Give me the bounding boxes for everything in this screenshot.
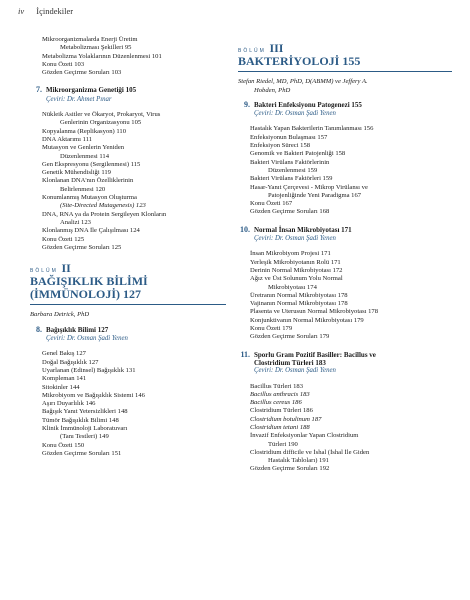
toc-entry[interactable]: Konu Özeti 167 [250, 200, 293, 208]
toc-entry[interactable]: Gözden Geçirme Soruları 125 [42, 243, 122, 251]
toc-entry[interactable]: (Tanı Testleri) 149 [60, 433, 109, 441]
toc-entry[interactable]: Belirlenmesi 120 [60, 185, 106, 193]
chapter-translator: Çeviri: Dr. Osman Şadi Yenen [254, 235, 336, 243]
toc-entry[interactable]: Ağız ve Üst Solunum Yolu Normal [250, 275, 343, 283]
chapter-number: 9. [244, 99, 250, 109]
chapter-number: 10. [240, 224, 250, 234]
right-column [238, 42, 452, 474]
part-author-line: Stefan Riedel, MD, PhD, D(ABMM) ve Jeffery A. [238, 78, 368, 86]
chapter-8-heading [30, 326, 226, 344]
toc-entry[interactable]: Bacillus Türleri 183 [250, 382, 303, 390]
chapter-7-heading [30, 86, 226, 104]
toc-entry[interactable]: Genomik ve Bakteri Patojenliği 158 [250, 150, 346, 158]
toc-entry[interactable]: Hastalık Tabloları) 191 [268, 457, 329, 465]
toc-entry[interactable]: Analizi 123 [60, 218, 91, 226]
toc-entry[interactable]: Yerleşik Mikrobiyotanın Rolü 171 [250, 258, 341, 266]
toc-entry[interactable]: Enfeksiyonun Bulaşması 157 [250, 133, 328, 141]
part-roman-numeral: III [269, 41, 284, 55]
left-column [30, 36, 226, 458]
chapter-number: 11. [240, 349, 250, 359]
toc-entry[interactable]: Kompleman 141 [42, 375, 87, 383]
page-header [18, 6, 73, 16]
toc-entry[interactable]: Klonlanan DNA'nın Özelliklerinin [42, 177, 134, 185]
toc-entry[interactable]: Konu Özeti 179 [250, 325, 293, 333]
toc-entry[interactable]: Enfeksiyon Süreci 158 [250, 142, 311, 150]
toc-entry[interactable]: Bacillus cereus 186 [250, 399, 302, 407]
part-title-cont[interactable]: (İMMÜNOLOJİ) 127 [30, 287, 141, 302]
part-label: BÖLÜM [238, 48, 266, 54]
chapter-10-entries [238, 250, 452, 341]
intro-entries [30, 36, 226, 77]
toc-entry[interactable]: Plasenta ve Uterusun Normal Mikrobiyotası 178 [250, 308, 379, 316]
toc-entry[interactable]: Derinin Normal Mikrobiyotası 172 [250, 266, 343, 274]
chapter-number: 7. [36, 85, 42, 95]
toc-entry[interactable]: Genlerinin Organizasyonu 105 [60, 119, 142, 127]
part-title[interactable]: BAĞIŞIKLIK BİLİMİ [30, 274, 148, 289]
toc-entry[interactable]: Konu Özeti 125 [42, 235, 85, 243]
toc-entry[interactable]: Bakteri Virülans Faktörlerinin [250, 158, 330, 166]
toc-entry[interactable]: Metabolizma Yolaklarının Düzenlenmesi 101 [42, 52, 162, 60]
toc-entry[interactable]: Genel Bakış 127 [42, 350, 86, 358]
part-2-heading [30, 261, 226, 305]
toc-entry[interactable]: Konu Özeti 150 [42, 441, 85, 449]
chapter-10-heading [238, 226, 452, 244]
toc-entry[interactable]: Clostridium tetani 188 [250, 423, 310, 431]
part-author [238, 78, 452, 95]
toc-entry[interactable]: İnvazif Enfeksiyonlar Yapan Clostridium [250, 432, 359, 440]
part-roman-numeral: II [61, 261, 71, 276]
chapter-translator: Çeviri: Dr. Osman Şadi Yenen [254, 110, 336, 118]
chapter-9-heading [238, 101, 452, 119]
running-title: İçindekiler [36, 6, 74, 16]
part-title[interactable]: BAKTERİYOLOJİ 155 [238, 54, 361, 69]
toc-entry[interactable]: Gözden Geçirme Soruları 192 [250, 465, 330, 473]
chapter-11-heading [238, 351, 452, 376]
part-author-line-cont: Hobden, PhD [254, 86, 291, 94]
toc-entry[interactable]: (Site-Directed Mutagenesis) 123 [60, 202, 146, 210]
toc-entry[interactable]: Bağışık Yanıt Yetersizlikleri 148 [42, 408, 128, 416]
toc-entry[interactable]: Üretranın Normal Mikrobiyotası 178 [250, 291, 348, 299]
toc-entry[interactable]: Bakteri Virülans Faktörleri 159 [250, 175, 333, 183]
toc-entry[interactable]: Konumlanmış Mutasyon Oluşturma [42, 194, 137, 202]
toc-entry[interactable]: Kopyalanma (Replikasyon) 110 [42, 127, 126, 135]
toc-entry[interactable]: Nükleik Asitler ve Ökaryot, Prokaryot, Virus [42, 111, 161, 119]
chapter-title[interactable]: Sporlu Gram Pozitif Basiller: Bacillus ve [254, 350, 376, 359]
toc-entry[interactable]: Gözden Geçirme Soruları 103 [42, 69, 122, 77]
toc-entry[interactable]: Hastalık Yapan Bakterilerin Tanımlanması 156 [250, 125, 374, 133]
chapter-9-entries [238, 125, 452, 216]
chapter-title[interactable]: Bağışıklık Bilimi 127 [46, 325, 109, 334]
toc-entry[interactable]: Metabolizması Şekilleri 95 [60, 44, 132, 52]
toc-entry[interactable]: Clostridium botulinum 187 [250, 415, 322, 423]
toc-entry[interactable]: Konu Özeti 103 [42, 60, 85, 68]
toc-entry[interactable]: DNA Aktarımı 111 [42, 135, 93, 143]
toc-entry[interactable]: Bacillus anthracis 183 [250, 390, 310, 398]
toc-entry[interactable]: Gözden Geçirme Soruları 168 [250, 208, 330, 216]
chapter-title-cont[interactable]: Clostridium Türleri 183 [254, 358, 326, 367]
toc-entry[interactable]: Doğal Bağışıklık 127 [42, 358, 99, 366]
page-number: iv [18, 6, 25, 16]
toc-entry[interactable]: Vajinanın Normal Mikrobiyotası 178 [250, 300, 348, 308]
toc-entry[interactable]: Hasar-Yanıt Çerçevesi - Mikrop Virülansı ve [250, 183, 368, 191]
toc-entry[interactable]: Aşırı Duyarlılık 146 [42, 400, 96, 408]
chapter-title[interactable]: Mikroorganizma Genetiği 105 [46, 86, 137, 95]
chapter-11-entries [238, 383, 452, 474]
toc-entry[interactable]: Patojenliğinde Yeni Paradigma 167 [268, 191, 362, 199]
part-label: BÖLÜM [30, 268, 58, 275]
chapter-8-entries [30, 350, 226, 458]
toc-entry[interactable]: Clostridium difficile ve İshal (İshal İle Giden [250, 448, 370, 456]
toc-entry[interactable]: Gözden Geçirme Soruları 151 [42, 449, 122, 457]
toc-entry[interactable]: Klinik İmmünoloji Laboratuvarı [42, 424, 128, 432]
toc-entry[interactable]: İnsan Mikrobiyom Projesi 171 [250, 250, 331, 258]
part-author: Barbara Detrick, PhD [30, 311, 90, 319]
chapter-title[interactable]: Normal İnsan Mikrobiyotası 171 [254, 225, 352, 234]
part-3-heading [238, 41, 452, 72]
toc-entry[interactable]: Mikrobiyotası 174 [268, 283, 317, 291]
chapter-translator: Çeviri: Dr. Osman Şadi Yenen [46, 335, 128, 343]
toc-entry[interactable]: Uyarlanan (Edinsel) Bağışıklık 131 [42, 366, 136, 374]
toc-entry[interactable]: Clostridium Türleri 186 [250, 407, 313, 415]
chapter-translator: Çeviri: Dr. Ahmet Pınar [46, 95, 112, 103]
toc-entry[interactable]: Klonlanmış DNA İle Çalışılması 124 [42, 227, 140, 235]
toc-entry[interactable]: Mikrobiyom ve Bağışıklık Sistemi 146 [42, 391, 145, 399]
toc-entry[interactable]: Mikroorganizmalarda Enerji Üretim [42, 36, 138, 43]
toc-entry[interactable]: Tümör Bağışıklık Bilimi 148 [42, 416, 119, 424]
toc-entry[interactable]: Gen Ekspresyonu (Sergilenmesi) 115 [42, 160, 141, 168]
toc-entry[interactable]: DNA, RNA ya da Protein Sergileyen Klonların [42, 210, 167, 218]
toc-entry[interactable]: Konjunktivanın Normal Mikrobiyotası 179 [250, 316, 364, 324]
toc-entry[interactable]: Düzenlenmesi 114 [60, 152, 110, 160]
toc-entry[interactable]: Genetik Mühendisliği 119 [42, 169, 111, 177]
toc-entry[interactable]: Gözden Geçirme Soruları 179 [250, 333, 330, 341]
chapter-number: 8. [36, 324, 42, 334]
chapter-translator: Çeviri: Dr. Osman Şadi Yenen [254, 367, 336, 375]
chapter-7-entries [30, 111, 226, 252]
chapter-title[interactable]: Bakteri Enfeksiyonu Patogenezi 155 [254, 100, 362, 109]
toc-entry[interactable]: Türleri 190 [268, 440, 298, 448]
toc-entry[interactable]: Mutasyon ve Genlerin Yeniden [42, 144, 125, 152]
toc-entry[interactable]: Sitokinler 144 [42, 383, 80, 391]
toc-entry[interactable]: Düzenlenmesi 159 [268, 166, 318, 174]
